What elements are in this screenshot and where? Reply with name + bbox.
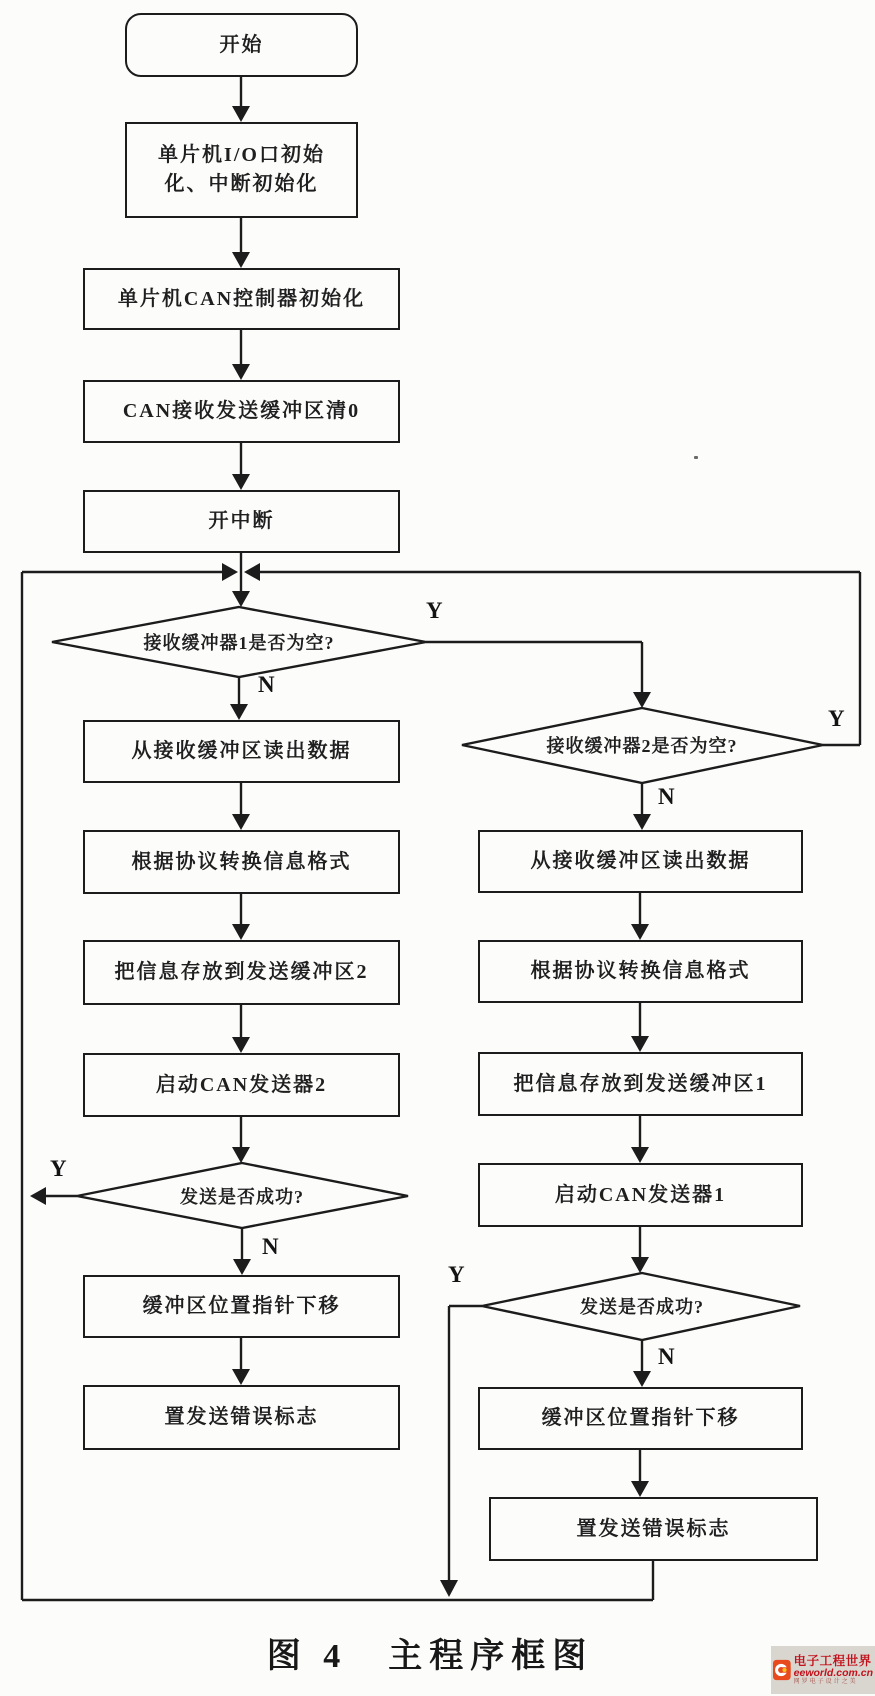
- decision-rx-buffer2-yes-label: Y: [828, 706, 845, 731]
- flow-node-start-label: 开始: [219, 33, 264, 56]
- flow-node-right-read-data-label: 从接收缓冲区读出数据: [530, 850, 751, 872]
- flow-node-right-pointer-down-label: 缓冲区位置指针下移: [541, 1407, 740, 1429]
- flow-node-right-pointer-down: [478, 1387, 803, 1450]
- flow-node-right-set-error-flag: [489, 1497, 818, 1561]
- eeworld-tagline: 网罗电子设计之美: [793, 1678, 858, 1685]
- decision-rx-buffer2-no-label: N: [658, 784, 675, 809]
- flow-node-left-set-error-flag: [83, 1385, 400, 1450]
- flow-node-clear-buffers: [83, 380, 400, 443]
- flow-node-right-start-can-tx1: [478, 1163, 803, 1227]
- loop-merge-junction: [22, 563, 860, 581]
- flow-node-left-store-tx-buffer2-label: 把信息存放到发送缓冲区2: [114, 961, 369, 983]
- decision-right-send-ok-no-label: N: [658, 1344, 675, 1369]
- arrow-init-io-to-init-can: [232, 218, 250, 268]
- arrow-start-to-init-io: [232, 77, 250, 122]
- eeworld-logo-text: [794, 1655, 873, 1685]
- flow-node-left-set-error-flag-label: 置发送错误标志: [164, 1406, 319, 1428]
- eeworld-site-url: eeworld.com.cn: [793, 1666, 873, 1679]
- flow-node-right-read-data: [478, 830, 803, 893]
- flow-node-left-convert-format: [83, 830, 400, 894]
- flow-node-right-convert-format-label: 根据协议转换信息格式: [530, 960, 751, 982]
- flow-node-clear-buffers-label: CAN接收发送缓冲区清0: [122, 400, 361, 422]
- decision-rx2-no-branch: [633, 783, 651, 830]
- decision-rx-buffer1-label: 接收缓冲器1是否为空?: [143, 633, 335, 653]
- arrow-init-can-to-clear: [232, 330, 250, 380]
- decision2-right-yes-branch: [440, 1306, 482, 1597]
- decision-rx-buffer2-label: 接收缓冲器2是否为空?: [546, 736, 738, 756]
- decision2-right-no-branch: [633, 1340, 651, 1387]
- flow-node-init-io-line1: 单片机I/O口初始: [158, 144, 325, 166]
- decision1-yes-branch: [426, 642, 651, 708]
- scan-speck: [694, 456, 698, 459]
- flow-node-right-start-can-tx1-label: 启动CAN发送器1: [554, 1183, 727, 1206]
- decision2-left-yes-branch: [30, 1187, 77, 1205]
- decision-rx-buffer1-no-label: N: [258, 672, 275, 697]
- flow-node-right-set-error-flag-label: 置发送错误标志: [576, 1517, 731, 1540]
- flow-node-left-convert-format-label: 根据协议转换信息格式: [131, 850, 352, 873]
- decision-left-send-ok-label: 发送是否成功?: [180, 1187, 304, 1207]
- flow-node-init-io: [125, 122, 358, 218]
- flow-node-left-read-data: [83, 720, 400, 783]
- figure-caption: 图 4 主程序框图: [266, 1638, 594, 1675]
- flow-node-init-can-label: 单片机CAN控制器初始化: [117, 287, 366, 310]
- decision-left-send-ok-no-label: N: [262, 1234, 279, 1259]
- eeworld-logo: [771, 1646, 875, 1694]
- flow-node-left-pointer-down: [83, 1275, 400, 1338]
- decision-right-send-ok-yes-label: Y: [448, 1262, 465, 1287]
- arrow-left-pointer-to-flag: [232, 1338, 250, 1385]
- decision-left-send-ok-yes-label: Y: [50, 1156, 67, 1181]
- arrow-interrupt-to-decision1: [232, 553, 250, 607]
- flow-node-enable-interrupt-label: 开中断: [208, 510, 275, 532]
- flow-node-right-store-tx-buffer1-label: 把信息存放到发送缓冲区1: [513, 1072, 768, 1095]
- flow-node-right-store-tx-buffer1: [478, 1052, 803, 1116]
- flow-node-init-can: [83, 268, 400, 330]
- flow-node-start: [125, 13, 358, 77]
- flow-node-left-start-can-tx2-label: 启动CAN发送器2: [155, 1073, 328, 1096]
- flow-node-right-convert-format: [478, 940, 803, 1003]
- bottom-return-line: [22, 1561, 653, 1600]
- arrow-right-pointer-to-flag: [631, 1450, 649, 1497]
- decision2-left-no-branch: [233, 1228, 251, 1275]
- flow-node-init-io-line2: 化、中断初始化: [164, 173, 319, 195]
- decision-rx-buffer1-yes-label: Y: [426, 598, 443, 623]
- flow-node-left-read-data-label: 从接收缓冲区读出数据: [131, 740, 352, 762]
- flow-node-left-start-can-tx2: [83, 1053, 400, 1117]
- decision-right-send-ok-label: 发送是否成功?: [580, 1297, 704, 1317]
- arrow-clear-to-interrupt: [232, 443, 250, 490]
- eeworld-site-name: 电子工程世界: [793, 1653, 872, 1668]
- eeworld-icon: [773, 1655, 791, 1685]
- decision1-no-branch: [230, 677, 248, 720]
- flow-node-left-pointer-down-label: 缓冲区位置指针下移: [142, 1295, 341, 1317]
- flow-node-left-store-tx-buffer2: [83, 940, 400, 1005]
- flow-node-enable-interrupt: [83, 490, 400, 553]
